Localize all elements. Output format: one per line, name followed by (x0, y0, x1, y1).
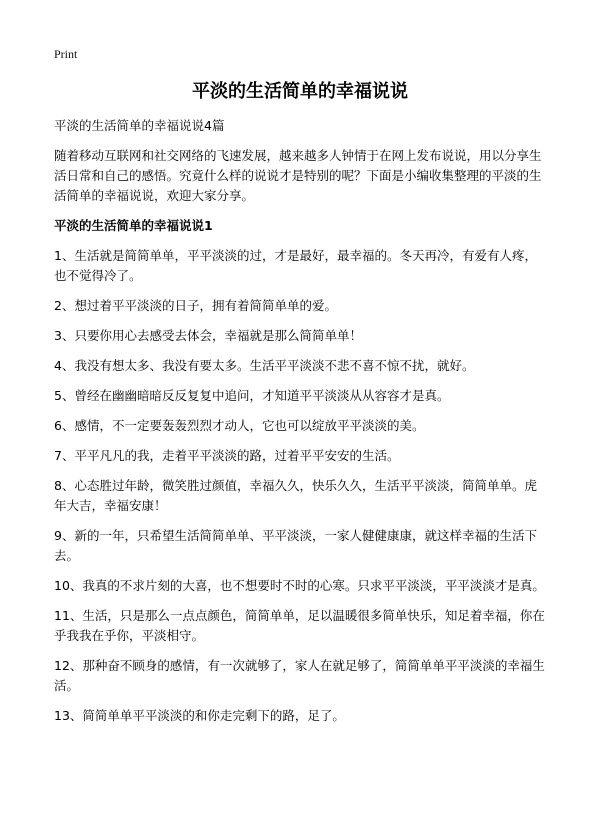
list-item: 8、心态胜过年龄，微笑胜过颜值，幸福久久，快乐久久，生活平平淡淡，简简单单。虎年大吉，幸福安康！ (54, 478, 537, 513)
list-item: 7、平平凡凡的我，走着平平淡淡的路，过着平平安安的生活。 (54, 448, 400, 463)
document-subtitle: 平淡的生活简单的幸福说说4篇 (54, 118, 225, 133)
list-item: 1、生活就是简简单单，平平淡淡的过，才是最好，最幸福的。冬天再冷，有爱有人疼，也不觉得冷了。 (54, 248, 537, 283)
print-label: Print (54, 47, 78, 61)
list-item: 12、那种奋不顾身的感情，有一次就够了，家人在就足够了，简简单单平平淡淡的幸福生活。 (54, 658, 545, 693)
list-item: 11、生活，只是那么一点点颜色，简简单单，足以温暖很多简单快乐，知足着幸福，你在乎我我在乎你，平淡相守。 (54, 608, 545, 643)
section-heading: 平淡的生活简单的幸福说说1 (54, 218, 213, 233)
page-title: 平淡的生活简单的幸福说说 (192, 81, 408, 102)
list-item: 10、我真的不求片刻的大喜，也不想要时不时的心寒。只求平平淡淡，平平淡淡才是真。 (54, 578, 545, 593)
list-item: 6、感情，不一定要轰轰烈烈才动人，它也可以绽放平平淡淡的美。 (54, 418, 425, 433)
list-item: 5、曾经在幽幽暗暗反反复复中追问，才知道平平淡淡从从容容才是真。 (54, 388, 450, 403)
intro-paragraph: 随着移动互联网和社交网络的飞速发展，越来越多人钟情于在网上发布说说，用以分享生活日常和自己的感悟。究竟什么样的说说才是特别的呢？下面是小编收集整理的平淡的生活简单的幸福说说，欢迎大家分享。 (54, 148, 542, 203)
list-item: 9、新的一年，只希望生活简简单单、平平淡淡，一家人健健康康，就这样幸福的生活下去。 (54, 528, 537, 563)
list-item: 3、只要你用心去感受去体会，幸福就是那么简简单单！ (54, 328, 362, 343)
list-item: 13、简简单单平平淡淡的和你走完剩下的路，足了。 (54, 708, 345, 723)
list-item: 4、我没有想太多、我没有要太多。生活平平淡淡不悲不喜不惊不扰，就好。 (54, 358, 475, 373)
list-item: 2、想过着平平淡淡的日子，拥有着简简单单的爱。 (54, 298, 337, 313)
document-content (54, 116, 546, 736)
